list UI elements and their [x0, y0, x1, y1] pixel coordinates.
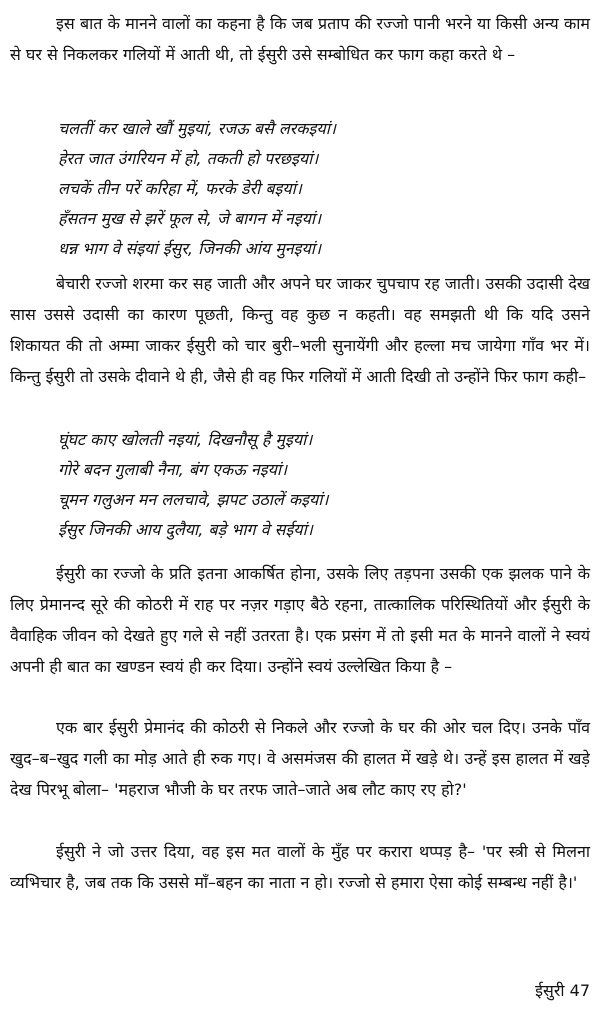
poem-1-line-2: हेरत जात उंगरियन में हो, तकती हो परछइयां। — [58, 149, 319, 168]
page-footer — [535, 980, 590, 1002]
poem-2-line-4: ईसुर जिनकी आय दुलैया, बड़े भाग वे सईयां। — [58, 520, 313, 539]
paragraph-4: एक बार ईसुरी प्रेमानंद की कोठरी से निकले और रज्जो के घर की ओर चल दिए। उनके पाँव खुद–ब–खुद गली का मोड़ आते ही रुक गए। वे असमंजस की हालत में खड़े थे। उन्हें इस हालत में खड़े देख पिरभू बोला– 'महराज भौजी के घर तरफ जाते–जाते अब लौट काए रए हो?' — [10, 718, 590, 799]
poem-2 — [58, 425, 588, 545]
poem-1-line-4: हँसतन मुख से झरें फूल से, जे बागन में नइयां। — [58, 209, 322, 228]
poem-2-line-2: गोरे बदन गुलाबी नैना, बंग एकऊ नइयां। — [58, 460, 288, 479]
poem-1-line-1: चलतीं कर खाले खौं मुइयां, रजऊ बसै लरकइयां। — [58, 119, 336, 138]
paragraph-2: बेचारी रज्जो शरमा कर सह जाती और अपने घर जाकर चुपचाप रह जाती। उसकी उदासी देख सास उससे उदासी का कारण पूछती, किन्तु वह कुछ न कहती। वह समझती थी कि यदि उसने शिकायत की तो अम्मा जाकर ईसुरी को चार बुरी–भली सुनायेंगी और हल्ला मच जायेगा गाँव भर में। किन्तु ईसुरी तो उसके दीवाने थे ही, जैसे ही वह फिर गलियों में आती दिखी तो उन्होंने फिर फाग कही– — [10, 274, 590, 386]
poem-1 — [58, 114, 588, 264]
running-title: ईसुरी — [535, 981, 565, 1000]
poem-1-line-3: लचकें तीन परें करिहा में, फरके डेरी बइयां। — [58, 179, 302, 198]
poem-1-line-5: धन्न भाग वे संइयां ईसुर, जिनकी आंय मुनइयां। — [58, 239, 322, 258]
paragraph-3: ईसुरी का रज्जो के प्रति इतना आकर्षित होना, उसके लिए तड़पना उसकी एक झलक पाने के लिए प्रेमानन्द सूरे की कोठरी में राह पर नज़र गड़ाए बैठे रहना, तात्कालिक परिस्थितियों और ईसुरी के वैवाहिक जीवन को देखते हुए गले से नहीं उतरता है। एक प्रसंग में तो इसी मत के मानने वालों ने स्वयं अपनी ही बात का खण्डन स्वयं ही कर दिया। उन्होंने स्वयं उल्लेखित किया है – — [10, 564, 590, 676]
page-number: 47 — [569, 981, 590, 1000]
poem-2-line-1: घूंघट काए खोलती नइयां, दिखनौसू है मुइयां। — [58, 430, 313, 449]
paragraph-5: ईसुरी ने जो उत्तर दिया, वह इस मत वालों के मुँह पर करारा थप्पड़ है– 'पर स्त्री से मिलना व्यभिचार है, जब तक कि उससे माँ–बहन का नाता न हो। रज्जो से हमारा ऐसा कोई सम्बन्ध नहीं है।' — [10, 842, 590, 892]
paragraph-1: इस बात के मानने वालों का कहना है कि जब प्रताप की रज्जो पानी भरने या किसी अन्य काम से घर से निकलकर गलियों में आती थी, तो ईसुरी उसे सम्बोधित कर फाग कहा करते थे – — [10, 14, 590, 64]
poem-2-line-3: चूमन गलुअन मन ललचावे, झपट उठालें कइयां। — [58, 490, 329, 509]
